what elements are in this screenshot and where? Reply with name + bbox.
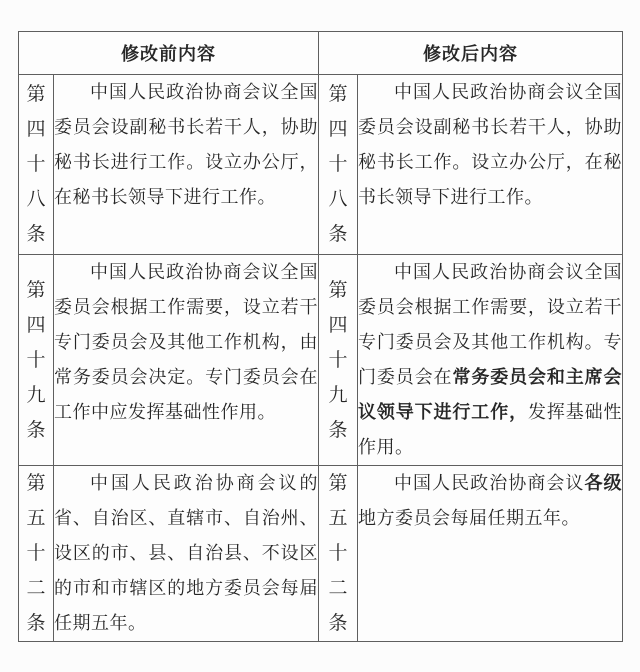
article-number-char: 十	[26, 154, 46, 175]
article-number-char: 八	[26, 189, 46, 210]
article-number-char: 五	[26, 508, 46, 529]
article-number-cell-before	[19, 255, 54, 466]
content-before-text	[54, 255, 318, 430]
article-number-vertical	[19, 466, 53, 641]
content-before-cell	[54, 466, 319, 642]
article-number-char: 九	[26, 384, 46, 406]
text-segment: 中国人民政治协商会议的省、自治区、直辖市、自治州、设区的市、县、自治县、不设区的市和市辖区的地方委员会每届任期五年。	[54, 473, 318, 633]
article-number-cell-before	[19, 75, 54, 255]
article-number-char: 二	[26, 578, 46, 599]
content-after-cell	[358, 75, 623, 255]
content-before-cell	[54, 255, 319, 466]
emphasized-text-segment: 常务委员会和主席会议领导下进行工作，	[358, 367, 623, 422]
content-after-text	[358, 75, 622, 215]
content-after-text	[358, 255, 622, 465]
article-number-char: 条	[26, 419, 46, 441]
article-number-vertical	[19, 75, 53, 254]
article-number-vertical	[319, 75, 357, 254]
article-number-char: 第	[26, 279, 46, 301]
article-number-char: 第	[328, 279, 348, 301]
text-segment: 中国人民政治协商会议全国委员会根据工作需要，设立若干专门委员会及其他工作机构，由常务委员会决定。专门委员会在工作中应发挥基础性作用。	[54, 262, 318, 422]
article-number-char: 第	[26, 473, 46, 494]
content-after-cell	[358, 255, 623, 466]
table-header-row	[19, 32, 623, 75]
article-number-cell-before	[19, 466, 54, 642]
table-row-article-52	[19, 466, 623, 642]
article-number-char: 四	[26, 314, 46, 336]
article-number-char: 四	[328, 119, 348, 140]
article-number-char: 九	[328, 384, 348, 406]
table-row-article-48	[19, 75, 623, 255]
article-number-char: 条	[328, 224, 348, 245]
article-number-char: 条	[26, 613, 46, 634]
text-segment: 中国人民政治协商会议全国委员会设副秘书长若干人，协助秘书长工作。设立办公厅，在秘书长领导下进行工作。	[358, 82, 622, 207]
article-number-char: 条	[328, 613, 348, 634]
article-number-char: 四	[26, 119, 46, 140]
content-before-cell	[54, 75, 319, 255]
article-number-char: 第	[26, 84, 46, 105]
article-number-char: 八	[328, 189, 348, 210]
article-number-char: 五	[328, 508, 348, 529]
text-segment: 中国人民政治协商会议全国委员会设副秘书长若干人，协助秘书长进行工作。设立办公厅，在秘书长领导下进行工作。	[54, 82, 318, 207]
header-after-cell: 修改后内容	[319, 32, 623, 75]
content-after-text	[358, 466, 622, 536]
revision-comparison-table	[18, 31, 623, 642]
article-number-cell-after	[319, 255, 358, 466]
article-number-char: 十	[328, 154, 348, 175]
article-number-char: 条	[328, 419, 348, 441]
article-number-char: 第	[328, 84, 348, 105]
article-number-cell-after	[319, 75, 358, 255]
article-number-char: 二	[328, 578, 348, 599]
article-number-char: 第	[328, 473, 348, 494]
text-segment: 中国人民政治协商会议	[394, 473, 585, 493]
content-before-text	[54, 466, 318, 641]
header-before-cell: 修改前内容	[19, 32, 319, 75]
text-segment: 地方委员会每届任期五年。	[358, 508, 580, 528]
article-number-char: 十	[26, 543, 46, 564]
text-segment: 发挥基础性作用。	[358, 402, 623, 457]
article-number-cell-after	[319, 466, 358, 642]
article-number-char: 条	[26, 224, 46, 245]
emphasized-text-segment: 各级	[584, 473, 623, 493]
article-number-char: 十	[26, 349, 46, 371]
article-number-vertical	[319, 255, 357, 465]
article-number-char: 十	[328, 349, 348, 371]
content-after-cell	[358, 466, 623, 642]
table-row-article-49	[19, 255, 623, 466]
content-before-text	[54, 75, 318, 215]
article-number-char: 十	[328, 543, 348, 564]
article-number-vertical	[19, 255, 53, 465]
article-number-vertical	[319, 466, 357, 641]
text-segment: 中国人民政治协商会议全国委员会根据工作需要，设立若干专门委员会及其他工作机构。专门委员会在	[358, 262, 622, 387]
article-number-char: 四	[328, 314, 348, 336]
